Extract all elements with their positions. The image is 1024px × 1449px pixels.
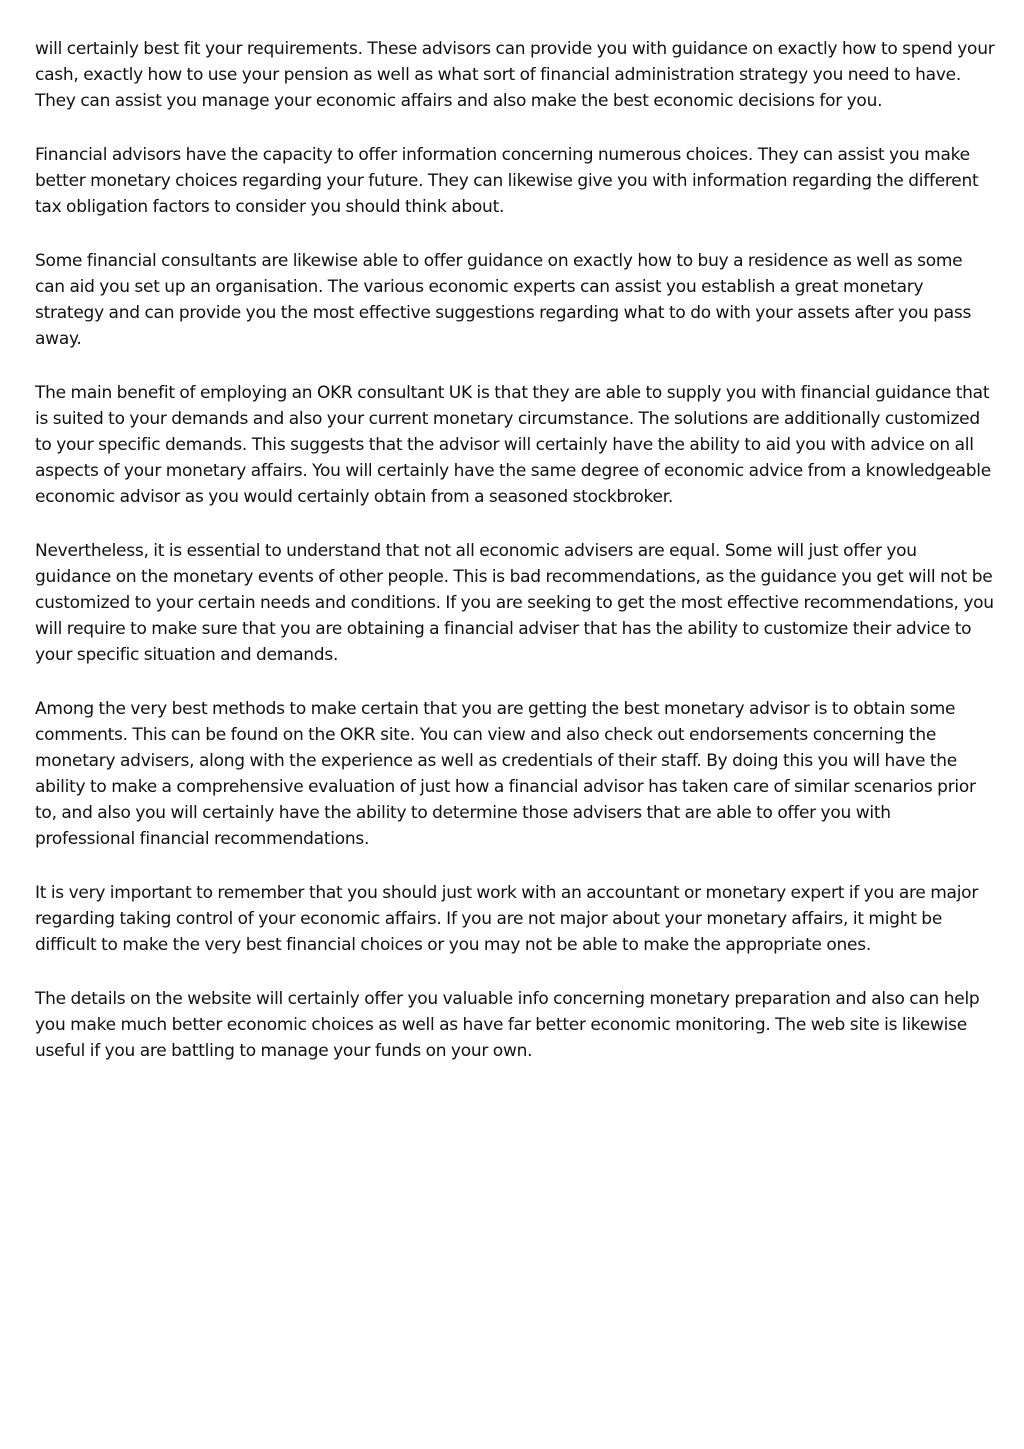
paragraph: Among the very best methods to make certain that you are getting the best monetary advisor is to obtain some comments. This can be found on the OKR site. You can view and also check out endorsements concerning the monetary advisers, along with the experience as well as credentials of their staff. By doing this you will have the ability to make a comprehensive evaluation of just how a financial advisor has taken care of similar scenarios prior to, and also you will certainly have the ability to determine those advisers that are able to offer you with professional financial recommendations. [35,699,976,849]
paragraph: The main benefit of employing an OKR consultant UK is that they are able to supply you with financial guidance that is suited to your demands and also your current monetary circumstance. The solutions are additionally customized to your specific demands. This suggests that the advisor will certainly have the ability to aid you with advice on all aspects of your monetary affairs. You will certainly have the same degree of economic advice from a knowledgeable economic advisor as you would certainly obtain from a seasoned stockbroker. [35,383,991,507]
paragraph: It is very important to remember that you should just work with an accountant or monetary expert if you are major regarding taking control of your economic affairs. If you are not major about your monetary affairs, it might be difficult to make the very best financial choices or you may not be able to make the appropriate ones. [35,883,979,955]
paragraph: The details on the website will certainly offer you valuable info concerning monetary preparation and also can help you make much better economic choices as well as have far better economic monitoring. The web site is likewise useful if you are battling to manage your funds on your own. [35,989,980,1061]
document-body [35,36,995,1092]
paragraph: will certainly best fit your requirements. These advisors can provide you with guidance on exactly how to spend your cash, exactly how to use your pension as well as what sort of financial administration strategy you need to have. They can assist you manage your economic affairs and also make the best economic decisions for you. [35,39,995,111]
paragraph: Financial advisors have the capacity to offer information concerning numerous choices. They can assist you make better monetary choices regarding your future. They can likewise give you with information regarding the different tax obligation factors to consider you should think about. [35,145,979,217]
paragraph: Some financial consultants are likewise able to offer guidance on exactly how to buy a residence as well as some can aid you set up an organisation. The various economic experts can assist you establish a great monetary strategy and can provide you the most effective suggestions regarding what to do with your assets after you pass away. [35,251,972,349]
paragraph: Nevertheless, it is essential to understand that not all economic advisers are equal. Some will just offer you guidance on the monetary events of other people. This is bad recommendations, as the guidance you get will not be customized to your certain needs and conditions. If you are seeking to get the most effective recommendations, you will require to make sure that you are obtaining a financial adviser that has the ability to customize their advice to your specific situation and demands. [35,541,994,665]
